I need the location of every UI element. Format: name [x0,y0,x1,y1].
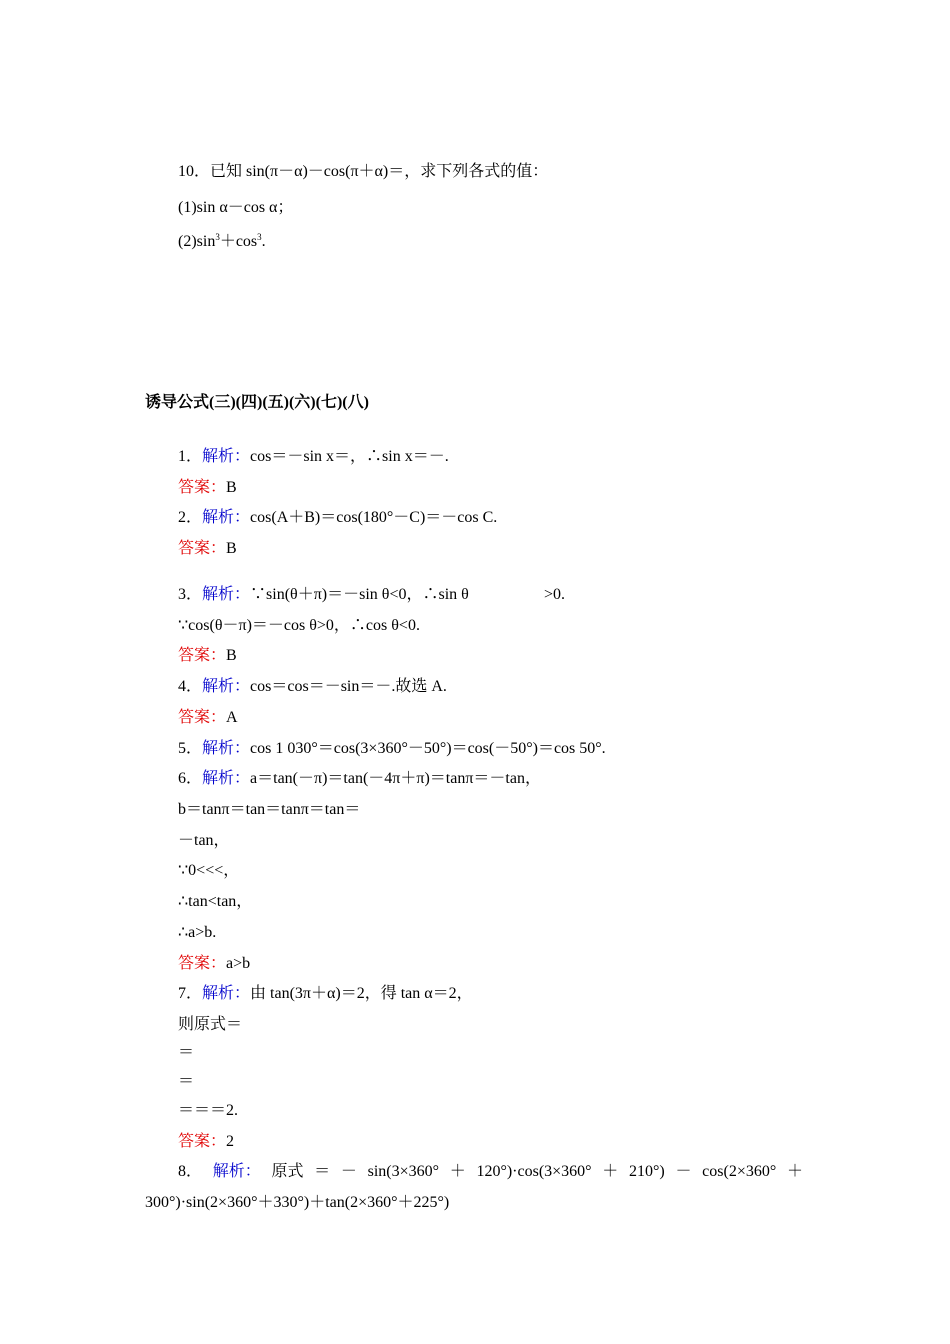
answer-4-explanation: 4．解析：cos＝cos＝－sin＝－.故选 A. [178,678,447,695]
question-10-stem: 10．已知 sin(π－α)－cos(π＋α)＝，求下列各式的值： [178,163,549,180]
answer-7-line-4: ＝ [178,1073,195,1090]
answer-3-tail: >0. [544,586,566,603]
question-10-part-2: $(2)\sin^3+\cos^3$. [178,232,266,250]
answer-2-explanation: 2．解析：cos(A＋B)＝cos(180°－C)＝－cos C. [178,509,498,526]
answer-6-line-4: ∵0<<<， [178,862,240,879]
answer-4-result: 答案：A [178,709,238,726]
daan-label: 答案： [178,479,227,496]
answer-6-line-3: －tan， [178,832,230,849]
answer-8-explanation: 8． 解析： 原式 ＝ － sin(3×360° ＋ 120°)·cos(3×360° ＋ 210°) － cos(2×360° ＋ [178,1163,803,1180]
answer-3-result: 答案：B [178,647,237,664]
answer-7-explanation: 7．解析：由 tan(3π＋α)＝2，得 tan α＝2， [178,985,473,1002]
question-10-part-1: (1)sin α－cos α； [178,199,294,216]
answer-6-line-2: b＝tanπ＝tan＝tanπ＝tan＝ [178,801,361,818]
section-title: 诱导公式(三)(四)(五)(六)(七)(八) [145,394,369,411]
answer-7-line-3: ＝ [178,1044,195,1061]
answer-3-explanation: 3．解析：∵sin(θ＋π)＝－sin θ<0，∴sin θ [178,586,469,603]
answer-6-result: 答案：a>b [178,955,251,972]
answer-6-line-6: ∴a>b. [178,924,217,941]
answer-6-line-5: ∴tan<tan， [178,893,253,910]
answer-8-line-2: 300°)·sin(2×360°＋330°)＋tan(2×360°＋225°) [145,1194,450,1211]
answer-1-explanation: 1．解析：cos＝－sin x＝，∴sin x＝－. [178,448,449,465]
answer-1-result: 答案：B [178,479,237,496]
answer-5-explanation: 5．解析：cos 1 030°＝cos(3×360°－50°)＝cos(－50°)＝cos 50°. [178,740,606,757]
answer-6-explanation: 6．解析：a＝tan(－π)＝tan(－4π＋π)＝tanπ＝－tan， [178,770,541,787]
answer-7-line-5: ＝＝＝2. [178,1102,239,1119]
answer-3-line-2: ∵cos(θ－π)＝－cos θ>0，∴cos θ<0. [178,617,420,634]
answer-7-line-2: 则原式＝ [178,1016,243,1033]
answer-2-result: 答案：B [178,540,237,557]
answer-7-result: 答案：2 [178,1133,235,1150]
jiexi-label: 解析： [202,448,251,465]
